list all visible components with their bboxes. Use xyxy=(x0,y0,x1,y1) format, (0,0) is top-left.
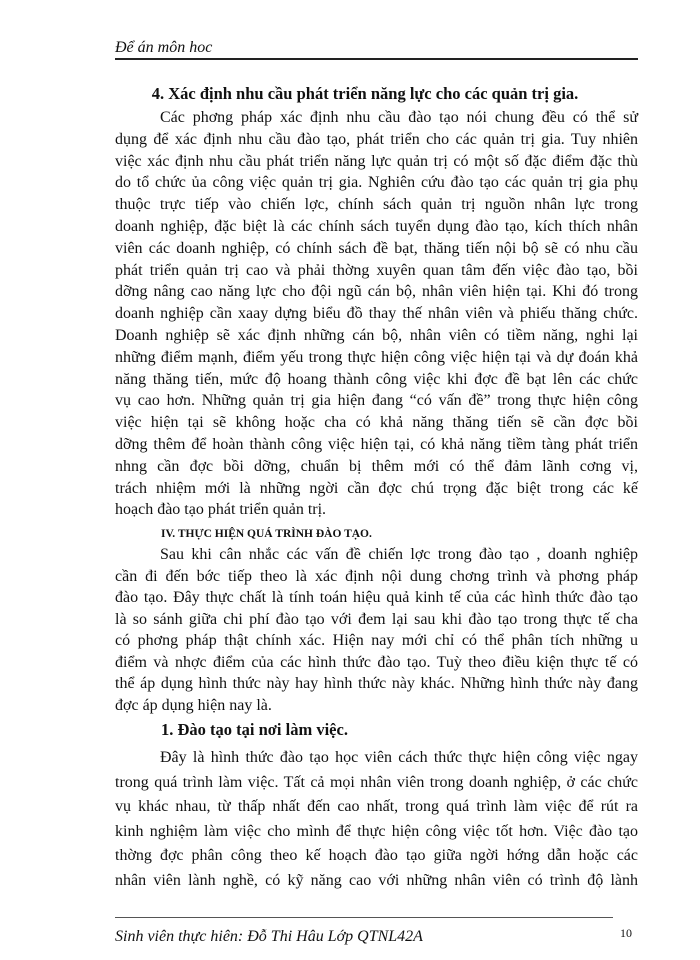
text-line: nhng cần đợc bồi dỡng, chuẩn bị thêm mới có thể đảm lãnh cơng vị, xyxy=(115,457,638,475)
page-number: 10 xyxy=(620,926,632,940)
text-line: dụng để xác định nhu cầu đào tạo, phát triển cho các quản trị gia. Tuy nhiên xyxy=(115,130,638,148)
text-line: Sau khi cân nhắc các vấn đề chiến lợc trong đào tạo , doanh nghiệp xyxy=(160,546,638,563)
text-line: có phơng pháp thật chính xác. Hiện nay mới chỉ có thể phân tích những u xyxy=(115,632,638,649)
text-line: thờng đợc phân công theo kế hoạch đào tạo giữa ngời hớng dẫn hoặc các xyxy=(115,847,638,865)
text-line: kinh nghiệm làm việc cho mình để thực hiện công việc tốt hơn. Việc đào tạo xyxy=(115,822,638,840)
text-line: viên các doanh nghiệp, có chính sách đề bạt, thăng tiến nội bộ sẽ có nhu cầu xyxy=(115,239,638,257)
text-line: việc xác định nhu cầu phát triển năng lực quản trị có một số đặc điểm đặc thù xyxy=(115,152,638,170)
text-line: vụ cao hơn. Những quản trị gia hiện đang “có vấn đề” trong thực hiện công xyxy=(115,392,638,410)
text-line: trong quá trình làm việc. Tất cả mọi nhân viên trong doanh nghiệp, ở các chức xyxy=(115,773,638,791)
text-line: hoạch đào tạo phát triển quản trị. xyxy=(115,501,327,519)
text-line: điểm và nhợc điểm của các hình thức đào tạo. Tuỳ theo điều kiện thực tế có xyxy=(115,653,638,671)
paragraph-2 xyxy=(115,544,638,716)
text-line: Đây là hình thức đào tạo học viên cách thức thực hiện công việc ngay xyxy=(160,749,638,766)
text-line: năng thăng tiến, mức độ hoang thành công việc khi đợc đề bạt lên các chức xyxy=(115,370,638,388)
subsection-heading-1: 1. Đào tạo tại nơi làm việc. xyxy=(161,720,348,739)
text-line: việc hiện tại sẽ không hoặc cha có khả năng thăng tiến sẽ cần đợc bồi xyxy=(115,414,638,432)
text-line: thể áp dụng hình thức này hay hình thức này khác. Những hình thức này đang xyxy=(115,675,638,692)
text-line: đợc áp dụng hiện nay là. xyxy=(115,696,272,714)
text-line: trách nhiệm mới là những ngời cần đợc chú trọng đặc biệt trong các kế xyxy=(115,479,638,497)
text-line: nhân viên lành nghề, có kỹ năng cao với những nhân viên có trình độ lành xyxy=(115,871,638,889)
text-line: cần đi đến bớc tiếp theo là xác định nội dung chơng trình và phơng pháp xyxy=(115,567,638,585)
text-line: những điểm mạnh, điểm yếu trong thực hiện công việc hiện tại và dự đoán khả xyxy=(115,348,638,366)
text-line: Các phơng pháp xác định nhu cầu đào tạo nói chung đều có thể sử xyxy=(160,109,638,126)
text-line: phát triển quản trị cao và phải thờng xuyên quan tâm đến việc đào tạo, bồi xyxy=(115,261,638,279)
page-header xyxy=(115,39,638,60)
text-line: vụ khác nhau, từ thấp nhất đến cao nhất, trong quá trình làm việc để rút ra xyxy=(115,798,638,816)
text-line: doanh nghiệp, đặc biệt là các chính sách tuyển dụng đào tạo, kích thích nhân xyxy=(115,217,638,235)
text-line: do tổ chức ủa công việc quản trị gia. Nghiên cứu đào tạo các quản trị gia phụ xyxy=(115,174,638,192)
text-line: doanh nghiệp cần xaay dựng biểu đồ thay thế nhân viên và phiếu thăng chức. xyxy=(115,305,638,323)
text-line: là so sánh giữa chi phí đào tạo với đem lại sau khi đào tạo trong thực tế cha xyxy=(115,610,638,628)
paragraph-1 xyxy=(115,107,638,521)
text-line: Doanh nghiệp sẽ xác định những cán bộ, nhân viên có tiềm năng, nghi lại xyxy=(115,326,638,344)
text-line: dỡng nâng cao năng lực cho đội ngũ cán bộ, nhân viên hiện tại. Khi đó trong xyxy=(115,283,638,301)
text-line: dỡng thêm để hoàn thành công việc hiện tại, có khả năng tiềm tàng phát triển xyxy=(115,435,638,453)
footer-divider xyxy=(115,917,613,918)
footer-author: Sinh viên thực hiên: Đỗ Thi Hâu Lớp QTNL42A xyxy=(115,928,423,945)
section-heading-iv: IV. THỰC HIỆN QUÁ TRÌNH ĐÀO TẠO. xyxy=(161,528,372,540)
text-line: đào tạo. Đây thực chất là tính toán hiệu quả kinh tế của các hình thức đào tạo xyxy=(115,589,638,606)
paragraph-3 xyxy=(115,746,638,894)
section-heading-4: 4. Xác định nhu cầu phát triển năng lực cho các quản trị gia. xyxy=(151,84,579,103)
text-line: thuộc trực tiếp vào chiến lợc, chính sách quản trị nguồn nhân lực trong xyxy=(115,196,638,214)
header-title: Để án môn hoc xyxy=(115,39,213,56)
